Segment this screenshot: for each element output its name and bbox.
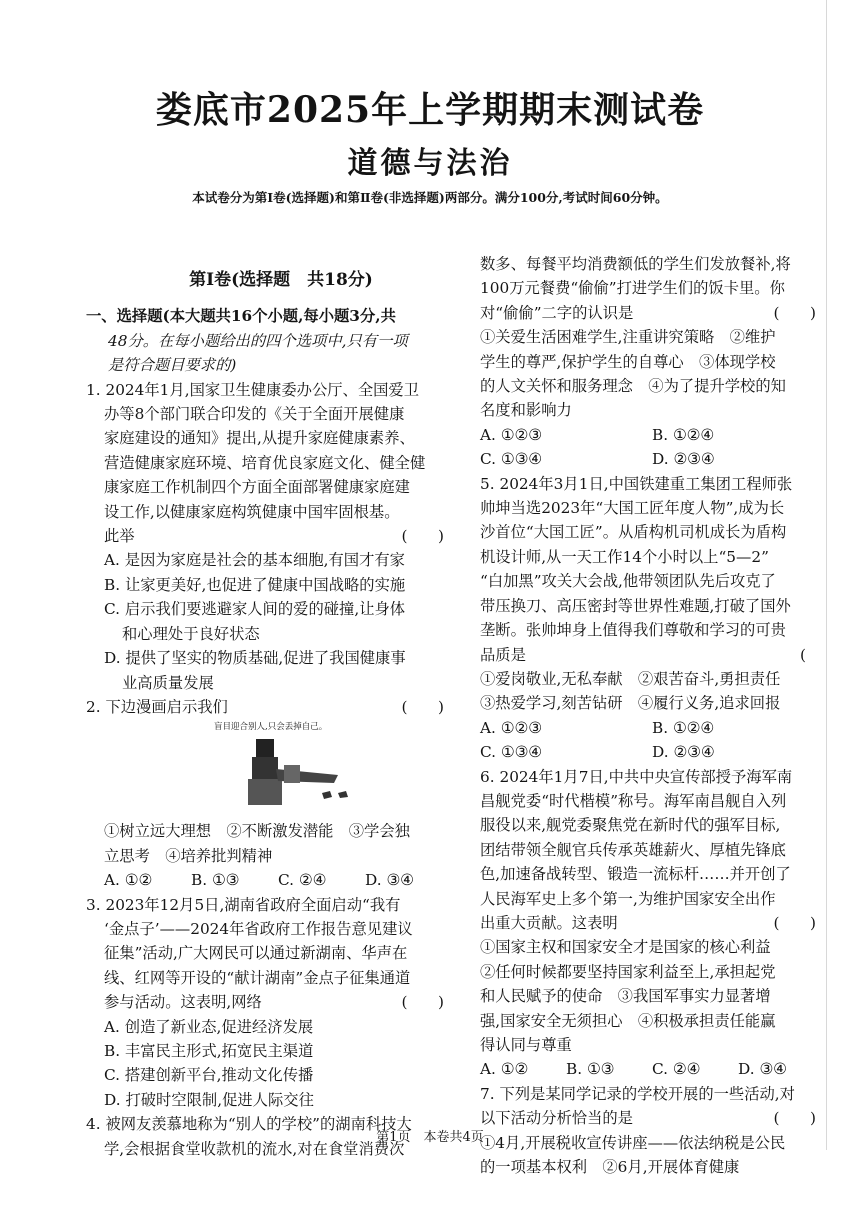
answer-choices (480, 716, 824, 740)
question-text: 6. 2024年1月7日,中共中央宣传部授予海军南 (480, 767, 793, 786)
question-text: 康家庭工作机制四个方面全面部署健康家庭建 (104, 478, 410, 497)
section-heading-line: 一、选择题(本大题共16个小题,每小题3分,共 (86, 307, 396, 326)
cartoon-pointing-figure-icon (226, 735, 356, 811)
option-c: C. ②④ (278, 871, 327, 890)
question-text: 参与活动。这表明,网络 (104, 993, 262, 1012)
question-options: ①爱岗敬业,无私奉献 ②艰苦奋斗,勇担责任 (480, 669, 781, 688)
answer-parenthesis: ( ) (773, 1109, 816, 1128)
option-a: A. ①② (480, 1060, 529, 1079)
question-text: 7. 下列是某同学记录的学校开展的一些活动,对 (480, 1084, 795, 1103)
answer-choices (480, 740, 824, 764)
cartoon-caption: 盲目迎合别人,只会丢掉自己。 (214, 722, 328, 733)
question-text: 色,加速备战转型、锻造一流标杆……并开创了 (480, 865, 791, 884)
answer-parenthesis: ( (800, 645, 806, 664)
option-a: A. 创造了新业态,促进经济发展 (104, 1017, 314, 1036)
question-text: 帅坤当选2023年“大国工匠年度人物”,成为长 (480, 499, 785, 518)
question-text: 垄断。张帅坤身上值得我们尊敬和学习的可贵 (480, 621, 786, 640)
option-d: D. ③④ (365, 871, 414, 890)
option-b: B. ①②④ (652, 718, 715, 737)
answer-parenthesis: ( ) (401, 993, 444, 1012)
answer-parenthesis: ( ) (773, 913, 816, 932)
page-edge-shadow (826, 0, 827, 1150)
question-text: ‘金点子’——2024年省政府工作报告意见建议 (104, 919, 413, 938)
question-options: 的人文关怀和服务理念 ④为了提升学校的知 (480, 377, 786, 396)
question-options: 和人民赋予的使命 ③我国军事实力显著增 (480, 987, 771, 1006)
question-3 (86, 893, 452, 1113)
question-text (86, 990, 452, 1014)
answer-choices (86, 868, 452, 892)
exam-subject: 道德与法治 (347, 146, 513, 181)
question-text: 征集”活动,广大网民可以通过新湖南、华声在 (104, 944, 408, 963)
option-a: A. ①②③ (480, 718, 542, 737)
question-text: 以下活动分析恰当的是 (480, 1109, 633, 1128)
answer-choices (480, 447, 824, 471)
option-b: B. ①③ (191, 871, 240, 890)
question-text: 2. 下边漫画启示我们 (86, 697, 228, 716)
question-text: 的一项基本权利 ②6月,开展体育健康 (480, 1158, 740, 1177)
question-options: 得认同与尊重 (480, 1036, 572, 1054)
question-text: 3. 2023年12月5日,湖南省政府全面启动“我有 (86, 895, 401, 914)
question-options: 学生的尊严,保护学生的自尊心 ③体现学校 (480, 352, 776, 371)
question-options: ②任何时候都要坚持国家利益至上,承担起党 (480, 962, 776, 981)
question-text: 线、红网等开设的“献计湖南”金点子征集通道 (104, 968, 411, 987)
question-text: 机设计师,从一天工作14个小时以上“5—2” (480, 547, 769, 566)
option-a: A. ①② (104, 871, 153, 890)
question-text: ①4月,开展税收宣传讲座——依法纳税是公民 (480, 1133, 786, 1152)
option-b: B. 丰富民主形式,拓宽民主渠道 (104, 1041, 314, 1060)
question-options: 强,国家安全无须担心 ④积极承担责任能赢 (480, 1011, 776, 1030)
question-options: ①国家主权和国家安全才是国家的核心利益 (480, 938, 771, 957)
question-text: 出重大贡献。这表明 (480, 913, 618, 932)
question-text (86, 695, 452, 719)
option-d: D. ②③④ (652, 743, 715, 762)
question-text: 带压换刀、高压密封等世界性难题,打破了国外 (480, 596, 791, 615)
question-text: “白加黑”攻关大会战,他带领团队先后攻克了 (480, 572, 776, 591)
answer-choices (480, 1057, 824, 1081)
question-text: 5. 2024年3月1日,中国铁建重工集团工程师张 (480, 474, 793, 493)
exam-instructions: 本试卷分为第Ⅰ卷(选择题)和第Ⅱ卷(非选择题)两部分。满分100分,考试时间60分钟。 (192, 190, 668, 205)
option-c: C. ①③④ (480, 743, 543, 762)
option-d: D. 打破时空限制,促进人际交往 (104, 1090, 314, 1109)
question-text: 家庭建设的通知》提出,从提升家庭健康素养、 (104, 429, 415, 448)
option-b: B. ①③ (566, 1060, 615, 1079)
option-a: A. ①②③ (480, 425, 542, 444)
question-text: 4. 被网友羡慕地称为“别人的学校”的湖南科技大 (86, 1115, 412, 1134)
question-5 (480, 472, 824, 765)
option-c: C. ②④ (652, 1060, 701, 1079)
question-text: 服役以来,舰党委聚焦党在新时代的强军目标, (480, 816, 781, 835)
question-text: 品质是 (480, 645, 526, 664)
option-c: C. ①③④ (480, 450, 543, 469)
answer-parenthesis: ( ) (401, 697, 444, 716)
question-text: 营造健康家庭环境、培育优良家庭文化、健全健 (104, 453, 426, 472)
question-text: 数多、每餐平均消费额低的学生们发放餐补,将 (480, 255, 791, 273)
question-options: 名度和影响力 (480, 401, 572, 420)
option-d: D. ③④ (738, 1060, 787, 1079)
question-2 (86, 695, 452, 893)
section-title: 第Ⅰ卷(选择题 共18分) (189, 270, 373, 290)
left-column (86, 250, 452, 1161)
question-options: ③热爱学习,刻苦钻研 ④履行义务,追求回报 (480, 694, 781, 713)
option-c: C. 启示我们要逃避家人间的爱的碰撞,让身体 (104, 600, 406, 619)
question-1 (86, 378, 452, 695)
option-a: A. 是因为家庭是社会的基本细胞,有国才有家 (104, 551, 405, 570)
answer-parenthesis: ( ) (773, 303, 816, 322)
cartoon-illustration (86, 721, 452, 813)
answer-parenthesis: ( ) (401, 527, 444, 546)
question-6 (480, 765, 824, 1082)
option-b: B. 让家更美好,也促进了健康中国战略的实施 (104, 575, 406, 594)
option-d: 业高质量发展 (122, 673, 214, 692)
question-text (480, 643, 824, 667)
exam-title: 娄底市2025年上学期期末测试卷 (155, 89, 705, 131)
answer-choices (480, 423, 824, 447)
question-text: 此举 (104, 527, 135, 546)
page-footer: 第1页 本卷共4页 (376, 1130, 484, 1145)
question-text (480, 911, 824, 935)
section-heading-line: 是符合题目要求的) (108, 356, 237, 375)
question-text: 100万元餐费“偷偷”打进学生们的饭卡里。你 (480, 279, 785, 298)
right-column (480, 252, 824, 1179)
question-text (86, 524, 452, 548)
question-4-continued (480, 252, 824, 472)
question-text: 对“偷偷”二字的认识是 (480, 303, 634, 322)
question-options: 立思考 ④培养批判精神 (104, 846, 273, 865)
option-b: B. ①②④ (652, 425, 715, 444)
question-text: 1. 2024年1月,国家卫生健康委办公厅、全国爱卫 (86, 380, 420, 399)
question-text: 团结带领全舰官兵传承英雄薪火、厚植先锋底 (480, 840, 786, 859)
question-text: 沙首位“大国工匠”。从盾构机司机成长为盾构 (480, 523, 787, 542)
question-text (480, 301, 824, 325)
option-d: D. 提供了坚实的物质基础,促进了我国健康事 (104, 649, 406, 668)
question-text: 设工作,以健康家庭构筑健康中国牢固根基。 (104, 502, 400, 521)
question-text: 昌舰党委“时代楷模”称号。海军南昌舰自入列 (480, 791, 787, 810)
section-heading-line: 48分。在每小题给出的四个选项中,只有一项 (108, 331, 408, 350)
option-c: 和心理处于良好状态 (122, 624, 260, 643)
option-d: D. ②③④ (652, 450, 715, 469)
question-text: 办等8个部门联合印发的《关于全面开展健康 (104, 405, 405, 424)
option-c: C. 搭建创新平台,推动文化传播 (104, 1066, 314, 1085)
question-text: 学,会根据食堂收款机的流水,对在食堂消费次 (104, 1139, 405, 1158)
question-options: ①树立远大理想 ②不断激发潜能 ③学会独 (104, 822, 410, 841)
question-options: ①关爱生活困难学生,注重讲究策略 ②维护 (480, 328, 776, 347)
question-text: 人民海军史上多个第一,为维护国家安全出作 (480, 889, 776, 908)
